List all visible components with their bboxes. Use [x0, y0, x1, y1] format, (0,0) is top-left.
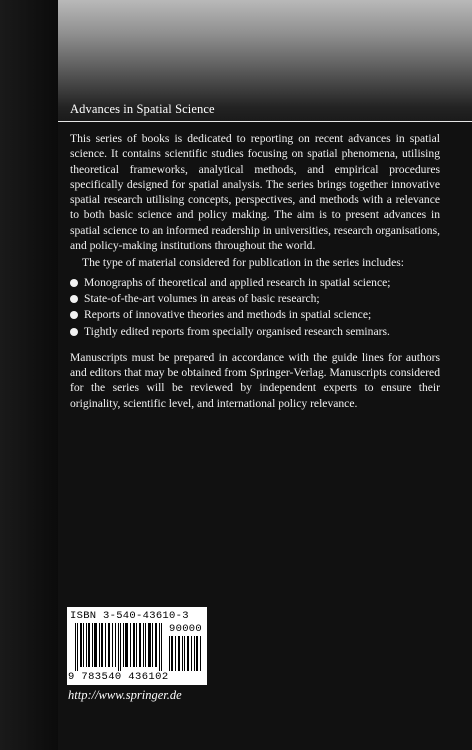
- intro-paragraph: This series of books is dedicated to reporting on recent advances in spatial science. It contains scientific studies focusing on spatial phenomena, utilising theoretical frameworks, analytical methods, and empirical procedures specifically designed for spatial analysis. The series brings together innovative spatial research utilising concepts, perspectives, and methods with a relevance to both basic science and policy making. The aim is to present advances in spatial science to an informed readership in universities, research organisations, and policy-making institutions throughout the world.: [70, 132, 440, 253]
- material-list: [70, 275, 440, 339]
- barcode-bars: [75, 623, 165, 671]
- list-item-text: Monographs of theoretical and applied research in spatial science;: [84, 275, 391, 289]
- bullet-icon: [70, 279, 78, 287]
- bullet-icon: [70, 295, 78, 303]
- price-addon-label: 90000: [169, 623, 203, 635]
- bullet-icon: [70, 328, 78, 336]
- list-item: [70, 291, 440, 306]
- list-item-text: State-of-the-art volumes in areas of basic research;: [84, 291, 320, 305]
- material-intro: The type of material considered for publication in the series includes:: [82, 256, 404, 270]
- list-item-text: Tightly edited reports from specially organised research seminars.: [84, 324, 390, 338]
- list-item: [70, 307, 440, 322]
- spine-edge: [0, 0, 58, 750]
- addon-bars: [169, 636, 203, 671]
- publisher-url[interactable]: http://www.springer.de: [68, 688, 182, 702]
- list-item: [70, 275, 440, 290]
- closing-paragraph: Manuscripts must be prepared in accordance with the guide lines for authors and editors that may be obtained from Springer-Verlag. Manuscripts considered for the series will be reviewed by independent experts to ensure their originality, scientific level, and international policy relevance.: [70, 350, 440, 410]
- isbn-label: ISBN 3-540-43610-3: [70, 610, 189, 622]
- list-item-text: Reports of innovative theories and methods in spatial science;: [84, 308, 372, 322]
- barcode: [67, 607, 207, 685]
- list-item: [70, 324, 440, 339]
- description-block: [70, 131, 440, 411]
- series-title: Advances in Spatial Science: [70, 102, 215, 116]
- bullet-icon: [70, 311, 78, 319]
- ean-number: 9 783540 436102: [68, 671, 169, 683]
- divider-rule: [58, 121, 472, 122]
